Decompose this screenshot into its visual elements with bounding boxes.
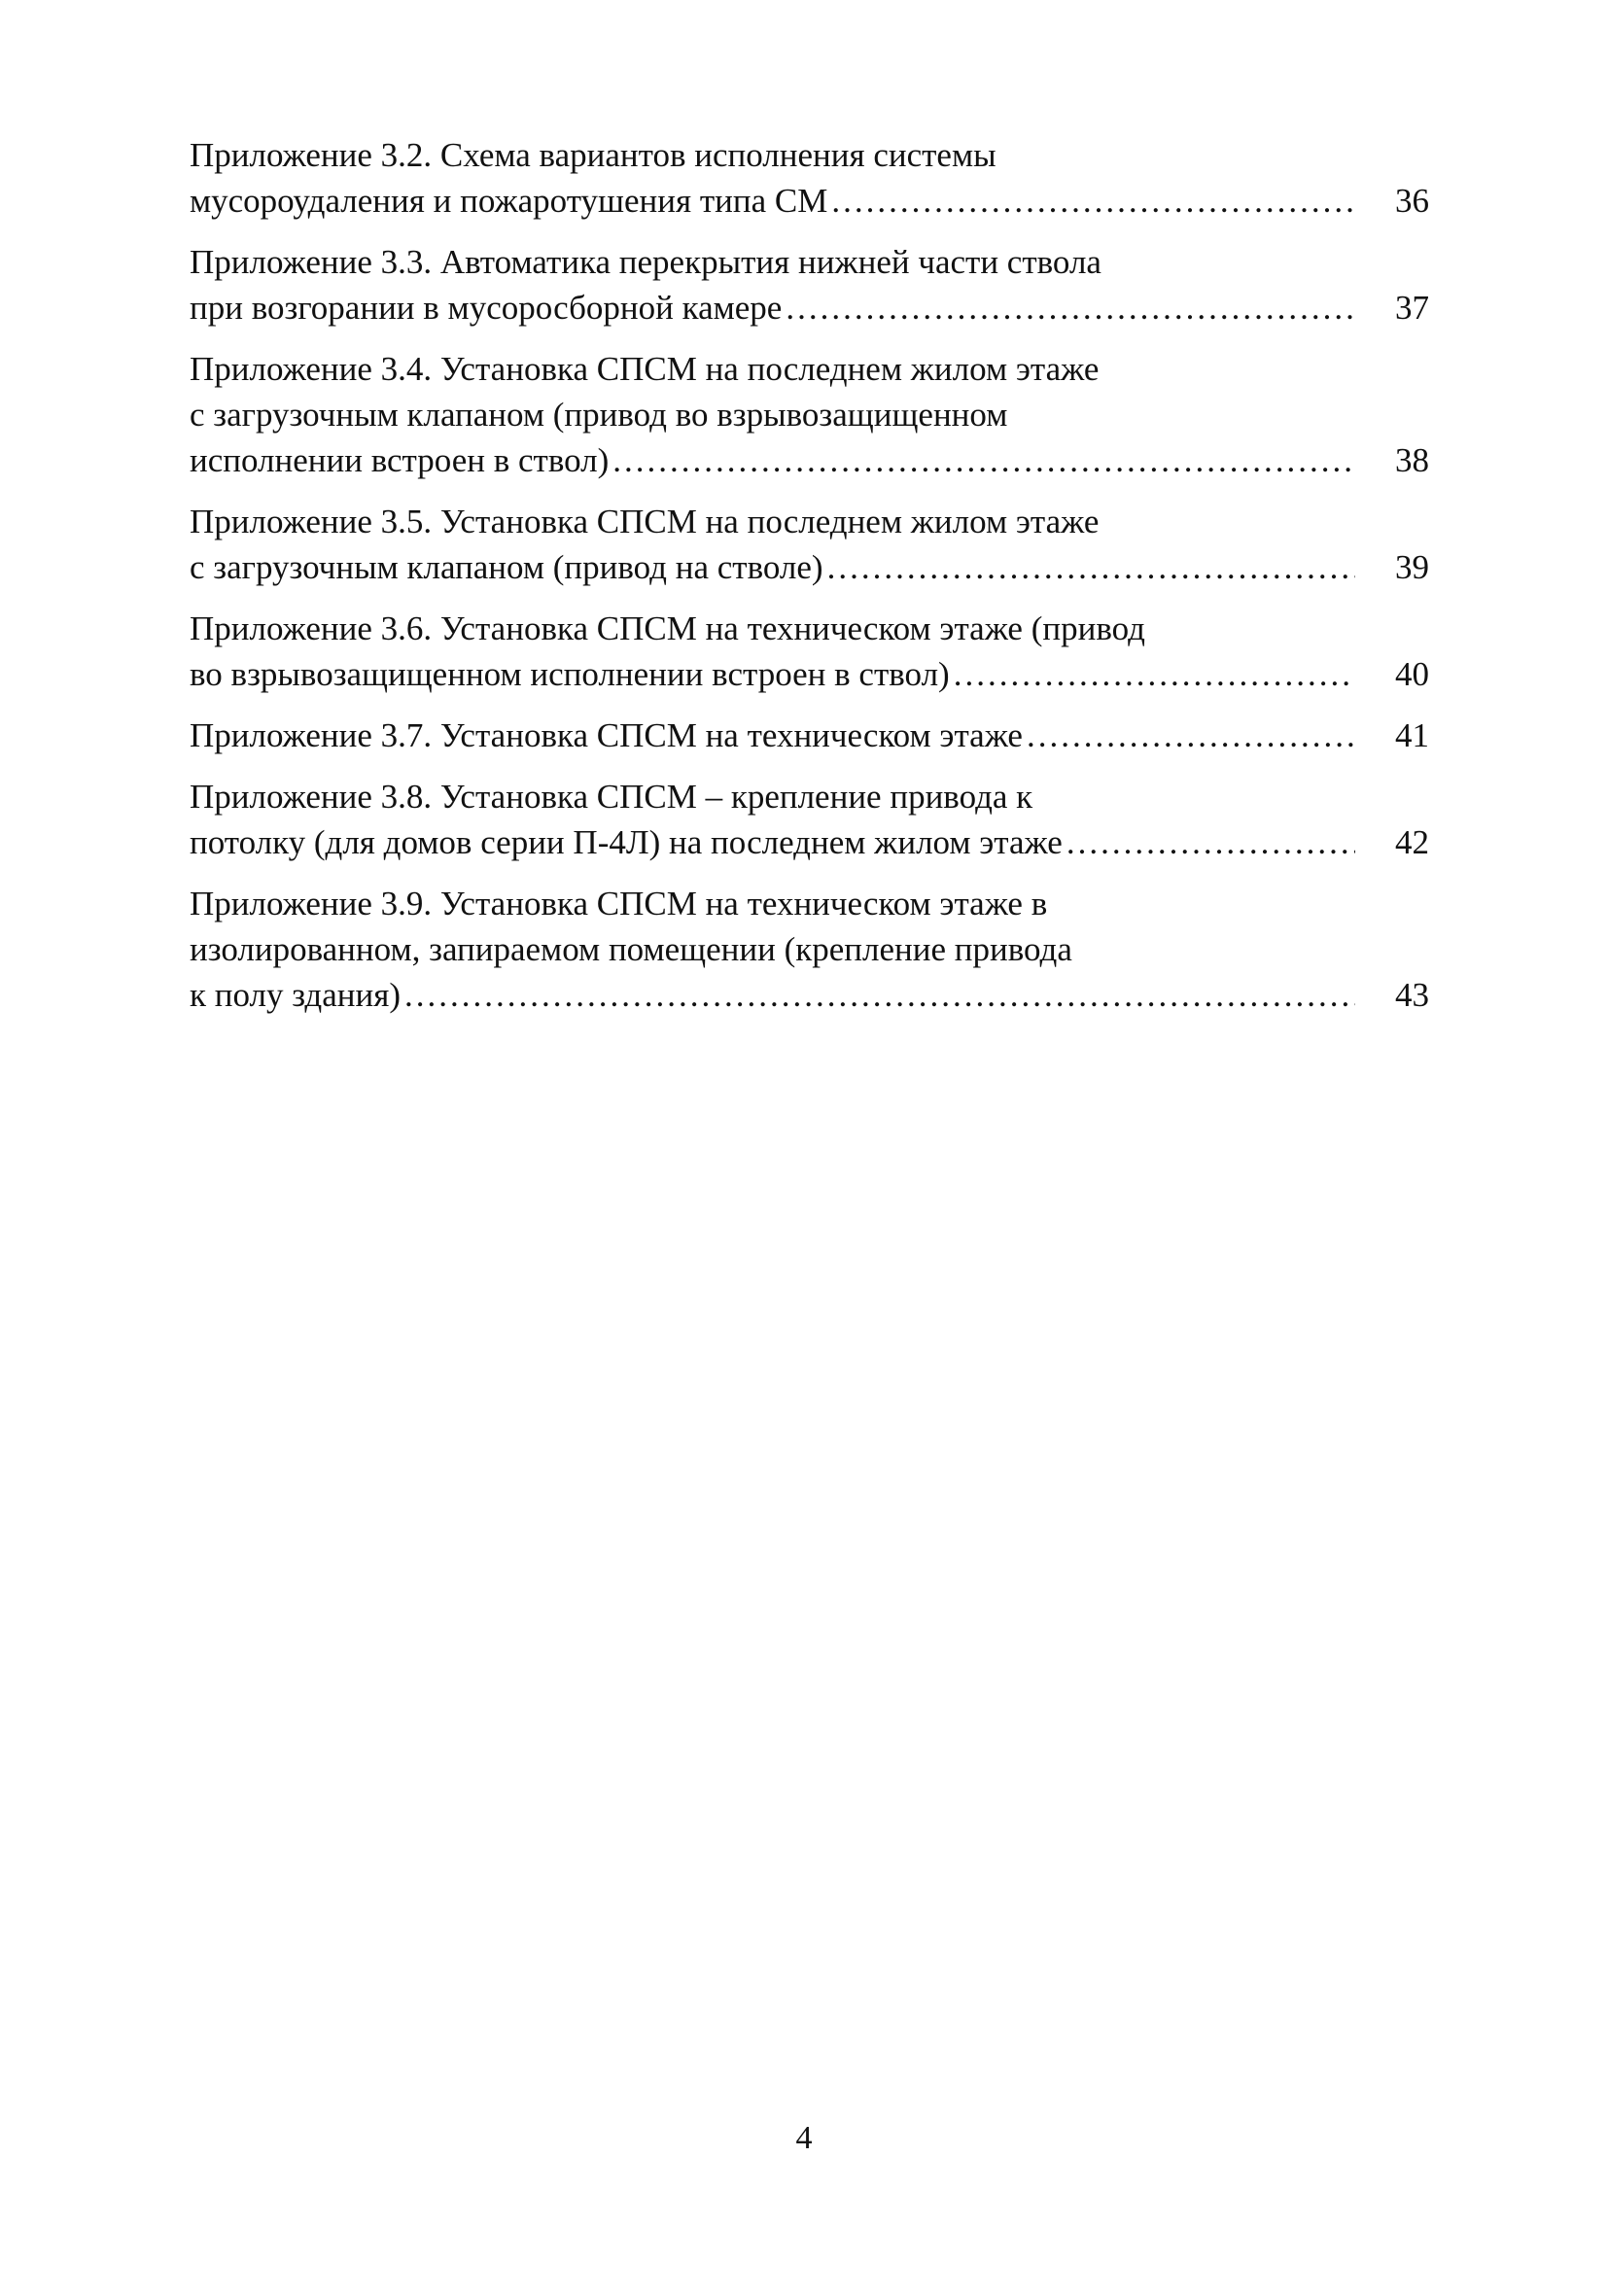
toc-page-number: 37 [1395, 289, 1429, 327]
toc-entry-last-line [190, 651, 1429, 697]
toc-entry-line: Приложение 3.6. Установка СПСМ на техническом этаже (привод [190, 609, 1145, 647]
dot-leader [827, 544, 1355, 590]
toc-page-number: 38 [1395, 441, 1429, 479]
toc-entry-3-9 [190, 881, 1429, 1018]
toc-entry-3-4 [190, 346, 1429, 483]
toc-entry-text: исполнении встроен в ствол) [190, 441, 610, 479]
toc-entry-3-2 [190, 132, 1429, 224]
toc-page-number: 39 [1395, 548, 1429, 586]
toc-entry-text: мусороудаления и пожаротушения типа СМ [190, 182, 828, 220]
toc-entry-3-6 [190, 606, 1429, 697]
toc-entry-last-line [190, 713, 1429, 758]
toc-page-number: 40 [1395, 655, 1429, 693]
dot-leader [612, 437, 1355, 483]
dot-leader [1066, 819, 1355, 865]
toc-entry-line: Приложение 3.3. Автоматика перекрытия нижней части ствола [190, 243, 1101, 281]
dot-leader [1027, 713, 1355, 758]
toc-entry-3-3 [190, 239, 1429, 330]
toc-entry-text: потолку (для домов серии П-4Л) на последнем жилом этаже [190, 823, 1063, 861]
toc-entry-line: Приложение 3.4. Установка СПСМ на последнем жилом этаже [190, 350, 1100, 388]
toc-entry-last-line [190, 178, 1429, 224]
toc-entry-last-line [190, 437, 1429, 483]
toc-page-number: 41 [1395, 716, 1429, 754]
toc-entry-line: Приложение 3.9. Установка СПСМ на техническом этаже в [190, 885, 1048, 922]
table-of-contents [190, 132, 1429, 1033]
toc-page-number: 42 [1395, 823, 1429, 861]
toc-entry-line: Приложение 3.2. Схема вариантов исполнения системы [190, 136, 996, 174]
toc-entry-text: с загрузочным клапаном (привод на стволе) [190, 548, 823, 586]
page-number: 4 [795, 2120, 813, 2156]
toc-entry-last-line [190, 972, 1429, 1018]
dot-leader [786, 285, 1355, 330]
toc-entry-line: Приложение 3.8. Установка СПСМ – крепление привода к [190, 778, 1033, 816]
toc-entry-3-8 [190, 774, 1429, 865]
toc-entry-line: изолированном, запираемом помещении (крепление привода [190, 930, 1072, 968]
dot-leader [831, 178, 1355, 224]
toc-entry-text: во взрывозащищенном исполнении встроен в ствол) [190, 655, 950, 693]
toc-entry-text: Приложение 3.7. Установка СПСМ на техническом этаже [190, 716, 1023, 754]
toc-entry-last-line [190, 285, 1429, 330]
dot-leader [954, 651, 1355, 697]
toc-entry-text: при возгорании в мусоросборной камере [190, 289, 783, 327]
toc-entry-text: к полу здания) [190, 976, 401, 1014]
toc-entry-line: Приложение 3.5. Установка СПСМ на последнем жилом этаже [190, 503, 1100, 540]
toc-entry-last-line [190, 544, 1429, 590]
dot-leader [404, 972, 1355, 1018]
toc-page-number: 36 [1395, 182, 1429, 220]
toc-entry-last-line [190, 819, 1429, 865]
toc-page-number: 43 [1395, 976, 1429, 1014]
toc-entry-3-5 [190, 499, 1429, 590]
toc-entry-3-7 [190, 713, 1429, 758]
toc-entry-line: с загрузочным клапаном (привод во взрывозащищенном [190, 396, 1008, 434]
